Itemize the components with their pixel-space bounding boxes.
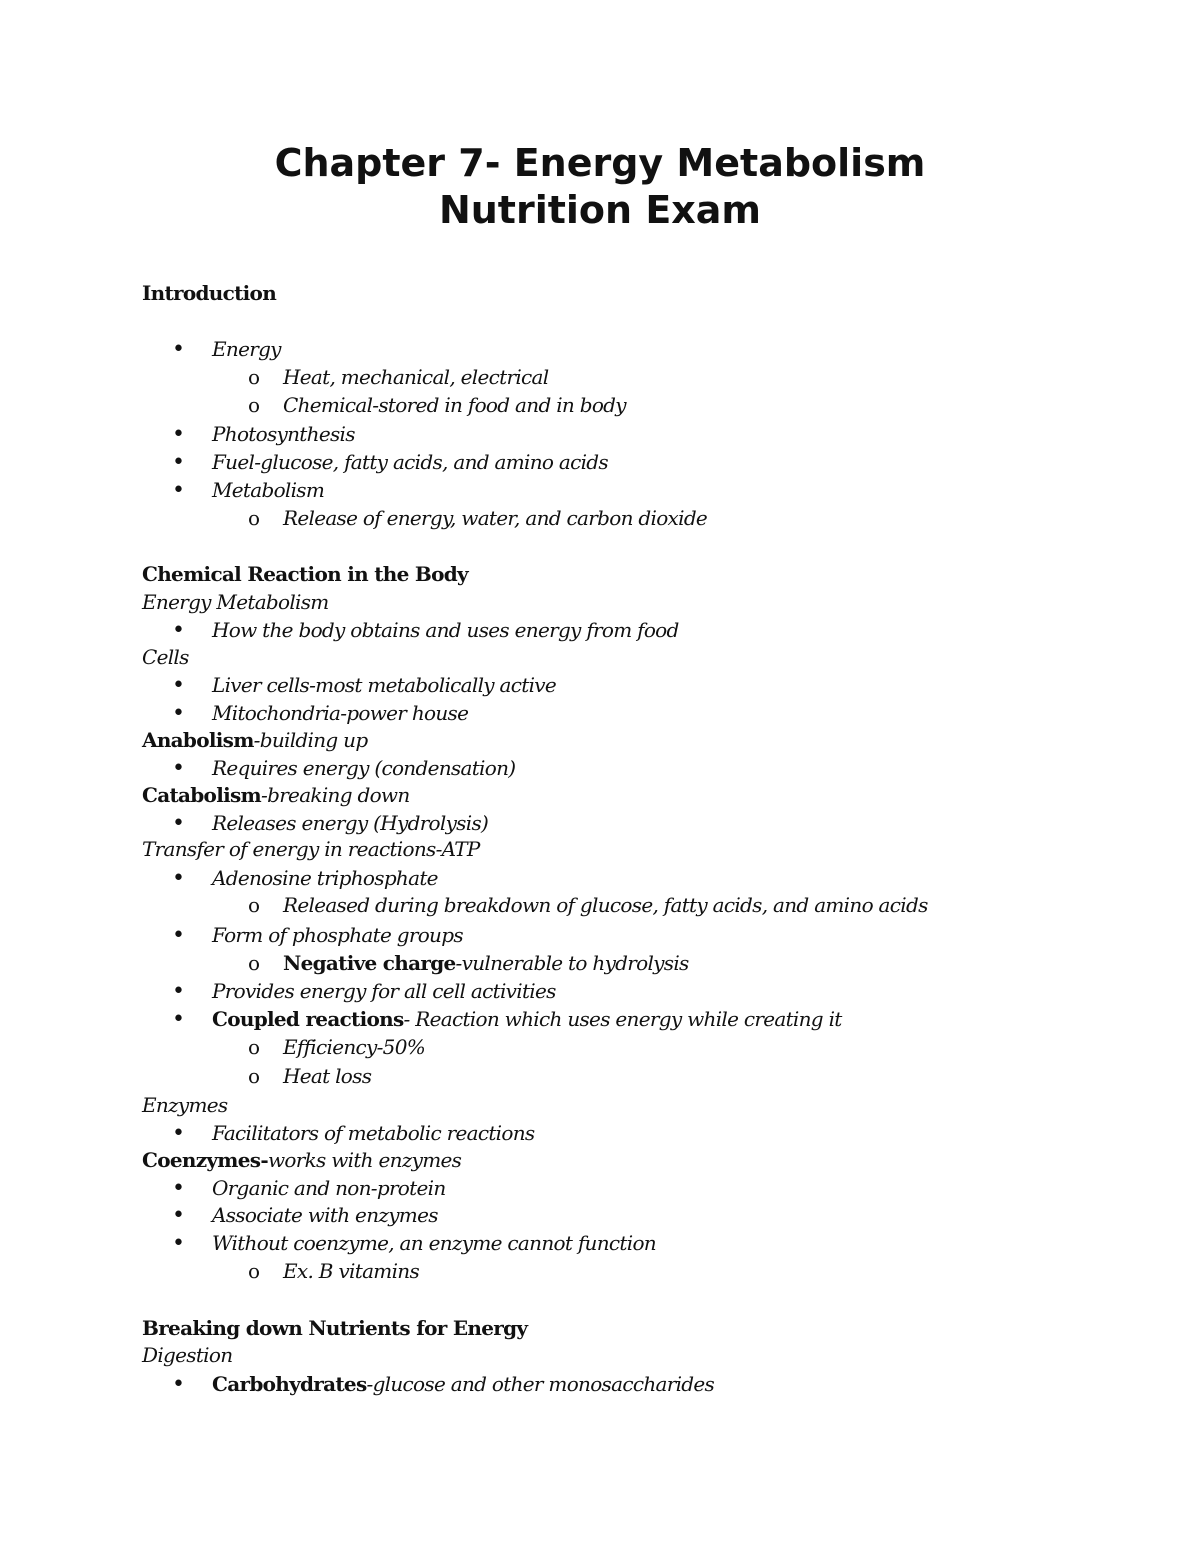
bullet-marker: •: [172, 923, 185, 948]
bullet-marker: •: [172, 811, 185, 836]
sub-list-item: [248, 363, 548, 391]
term-coenzymes: [142, 1146, 461, 1174]
term-label: Coupled reactions: [212, 1007, 404, 1031]
bullet-marker: •: [172, 1372, 185, 1397]
subheading-digestion: Digestion: [142, 1343, 233, 1367]
sub-list-item: [248, 1033, 425, 1061]
term-definition: -building up: [253, 728, 368, 752]
term-definition: works with enzymes: [267, 1148, 462, 1172]
bullet-marker: •: [172, 422, 185, 447]
term-definition: -vulnerable to hydrolysis: [455, 951, 689, 975]
term-label: Catabolism: [142, 783, 262, 807]
sub-bullet-marker: o: [248, 1259, 260, 1283]
list-item: [172, 754, 515, 783]
list-item-text: Associate with enzymes: [212, 1203, 438, 1227]
sub-list-item: [248, 891, 928, 919]
sub-list-item: [248, 1257, 419, 1285]
list-item: [172, 977, 556, 1006]
sub-bullet-marker: o: [248, 506, 260, 530]
list-item-text: Releases energy (Hydrolysis): [212, 811, 489, 835]
sub-list-item: [248, 391, 626, 419]
bullet-marker: •: [172, 701, 185, 726]
bullet-marker: •: [172, 450, 185, 475]
list-item: [172, 921, 463, 950]
list-item: [172, 1119, 534, 1148]
list-item-text: Heat, mechanical, electrical: [283, 365, 549, 389]
term-definition: -breaking down: [261, 783, 410, 807]
bullet-marker: •: [172, 1121, 185, 1146]
list-item-text: Efficiency-50%: [283, 1035, 426, 1059]
subheading-energy-metabolism: Energy Metabolism: [142, 590, 329, 614]
list-item: [172, 616, 679, 645]
list-item-text: Mitochondria-power house: [212, 701, 469, 725]
section-heading-breaking-down: Breaking down Nutrients for Energy: [142, 1316, 528, 1340]
list-item-text: Release of energy, water, and carbon dioxide: [283, 506, 708, 530]
bullet-marker: •: [172, 337, 185, 362]
list-item-text: Metabolism: [212, 478, 325, 502]
term-anabolism: [142, 726, 367, 754]
title-line-2: Nutrition Exam: [438, 188, 762, 232]
term-catabolism: [142, 781, 410, 809]
list-item-text: Liver cells-most metabolically active: [212, 673, 557, 697]
list-item: [172, 335, 281, 364]
list-item-text: Fuel-glucose, fatty acids, and amino acids: [212, 450, 608, 474]
bullet-marker: •: [172, 1231, 185, 1256]
title-line-1: Chapter 7- Energy Metabolism: [274, 141, 926, 185]
list-item-text: How the body obtains and uses energy from food: [212, 618, 679, 642]
list-item-text: Released during breakdown of glucose, fatty acids, and amino acids: [283, 893, 928, 917]
list-item: [172, 1174, 446, 1203]
bullet-marker: •: [172, 979, 185, 1004]
sub-list-item: [248, 949, 689, 977]
term-label: Carbohydrates: [212, 1372, 367, 1396]
sub-bullet-marker: o: [248, 1035, 260, 1059]
sub-list-item: [248, 1062, 371, 1090]
list-item-text: Requires energy (condensation): [212, 756, 516, 780]
sub-bullet-marker: o: [248, 951, 260, 975]
list-item: [172, 864, 438, 893]
list-item-text: Facilitators of metabolic reactions: [212, 1121, 535, 1145]
sub-list-item: [248, 504, 707, 532]
sub-bullet-marker: o: [248, 1064, 260, 1088]
list-item-text: Photosynthesis: [212, 422, 355, 446]
bullet-marker: •: [172, 1007, 185, 1032]
term-definition: -glucose and other monosaccharides: [366, 1372, 715, 1396]
list-item-text: Adenosine triphosphate: [212, 866, 438, 890]
bullet-marker: •: [172, 673, 185, 698]
list-item: [172, 1201, 438, 1230]
list-item-text: Organic and non-protein: [212, 1176, 446, 1200]
bullet-marker: •: [172, 866, 185, 891]
document-title: [0, 140, 1200, 234]
list-item: [172, 699, 468, 728]
list-item: [172, 1229, 656, 1258]
list-item-text: Provides energy for all cell activities: [212, 979, 556, 1003]
sub-bullet-marker: o: [248, 365, 260, 389]
list-item-text: Chemical-stored in food and in body: [283, 393, 626, 417]
section-heading-introduction: Introduction: [142, 281, 277, 305]
list-item: [172, 809, 488, 838]
sub-bullet-marker: o: [248, 893, 260, 917]
term-label: Coenzymes-: [142, 1148, 268, 1172]
subheading-transfer-atp: Transfer of energy in reactions-ATP: [142, 837, 480, 861]
list-item: [172, 671, 556, 700]
list-item: [172, 420, 355, 449]
list-item: [172, 1005, 842, 1034]
term-label: Negative charge: [283, 951, 456, 975]
bullet-marker: •: [172, 1176, 185, 1201]
list-item-text: Ex. B vitamins: [283, 1259, 420, 1283]
list-item-text: Without coenzyme, an enzyme cannot function: [212, 1231, 656, 1255]
bullet-marker: •: [172, 618, 185, 643]
subheading-enzymes: Enzymes: [142, 1093, 228, 1117]
list-item-text: Energy: [212, 337, 281, 361]
section-heading-chemical-reaction: Chemical Reaction in the Body: [142, 562, 468, 586]
term-label: Anabolism: [142, 728, 254, 752]
bullet-marker: •: [172, 1203, 185, 1228]
list-item-text: Form of phosphate groups: [212, 923, 463, 947]
sub-bullet-marker: o: [248, 393, 260, 417]
list-item: [172, 448, 608, 477]
term-definition: - Reaction which uses energy while creating it: [403, 1007, 842, 1031]
bullet-marker: •: [172, 756, 185, 781]
list-item: [172, 1370, 714, 1399]
bullet-marker: •: [172, 478, 185, 503]
list-item-text: Heat loss: [283, 1064, 372, 1088]
list-item: [172, 476, 324, 505]
subheading-cells: Cells: [142, 645, 189, 669]
